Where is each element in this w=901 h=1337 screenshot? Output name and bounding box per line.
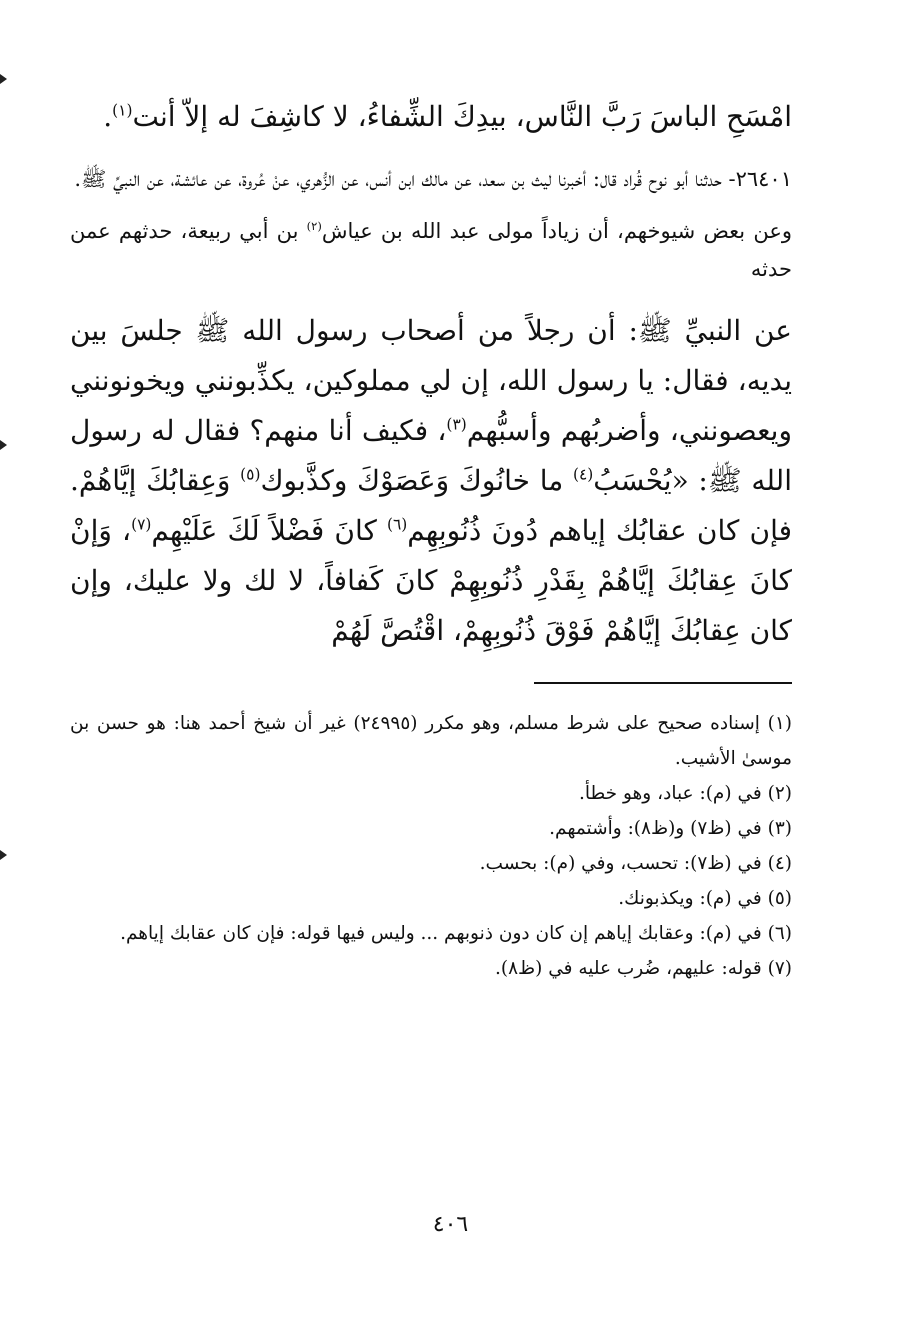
footnote-1: (١) إسناده صحيح على شرط مسلم، وهو مكرر (٢٤٩٩٥) غير أن شيخ أحمد هنا: هو حسن بن موسىٰ الأشيب. — [70, 713, 792, 769]
text-span: كانَ فَضْلاً لَكَ عَلَيْهِم — [151, 514, 387, 547]
isnad-paragraph-2 — [70, 212, 792, 288]
isnad-paragraph — [70, 160, 792, 198]
footnote-ref: (٤) — [572, 465, 594, 484]
text-span: ٢٦٤٠١- حدثنا أبو نوح قُراد قال: أخبرنا ليث بن سعد، عن مالك ابن أنس، عن الزُّهري، عنْ عُروة، عن عائشة، عن النبيِّ ﷺ. — [74, 167, 792, 191]
text-span: امْسَحِ الباسَ رَبَّ النَّاس، بيدِكَ الشِّفاءُ، لا كاشِفَ له إلاّ أنت — [132, 100, 792, 133]
footnote-ref: (٦) — [386, 515, 408, 534]
hadith-text-top — [70, 92, 792, 142]
footnote-4: (٤) في (ظ٧): تحسب، وفي (م): بحسب. — [479, 853, 792, 874]
footnote-5: (٥) في (م): ويكذبونك. — [618, 888, 792, 909]
text-span: عن النبيِّ ﷺ: أن رجلاً من أصحاب رسول الله ﷺ جلسَ بين يديه، فقال: يا رسول الله، إن لي مملوكين، يكذِّبونني ويخونونني ويعصونني، وأضربُهم وأسبُّهم — [70, 314, 792, 447]
hadith-text-main — [70, 306, 792, 656]
text-span: بن أبي ربيعة، حدثهم عمن حدثه — [70, 219, 792, 281]
footnote-ref: (٣) — [446, 415, 467, 434]
text-span: ما خانُوكَ وَعَصَوْكَ وكذَّبوك — [260, 464, 573, 497]
footnote-2: (٢) في (م): عباد، وهو خطأ. — [578, 783, 792, 804]
footnote-ref: (٧) — [131, 515, 152, 534]
page-body — [70, 92, 792, 986]
text-span: وعن بعض شيوخهم، أن زياداً مولى عبد الله بن عياش — [321, 219, 792, 243]
text-span: وَعِقابُكَ إيَّاهُمْ. فإن كان عقابُك إياهم دُونَ ذُنُوبِهِم — [70, 464, 792, 547]
footnotes — [70, 706, 792, 986]
footnote-separator — [534, 682, 792, 684]
footnote-ref: (١) — [112, 101, 133, 120]
margin-mark — [0, 850, 7, 860]
text-span: . — [103, 100, 113, 133]
text-span: ، فكيف أنا منهم؟ فقال له رسول الله ﷺ: «يُحْسَبُ — [70, 414, 792, 497]
footnote-ref: (٥) — [240, 465, 261, 484]
footnote-7: (٧) قوله: عليهم، ضُرب عليه في (ظ٨). — [494, 958, 792, 979]
text-span: ، وَإنْ كانَ عِقابُكَ إيَّاهُمْ بِقَدْرِ ذُنُوبِهِمْ كانَ كَفافاً، لا لك ولا عليك، وإن كان عِقابُكَ إيَّاهُمْ فَوْقَ ذُنُوبِهِمْ، اقْتُصَّ لَهُمْ — [70, 514, 792, 647]
margin-mark — [0, 74, 7, 84]
footnote-6: (٦) في (م): وعقابك إياهم إن كان دون ذنوبهم ... وليس فيها قوله: فإن كان عقابك إياهم. — [120, 923, 792, 944]
page-number: ٤٠٦ — [432, 1212, 469, 1237]
footnote-ref: (٢) — [306, 219, 322, 233]
footnote-3: (٣) في (ظ٧) و(ظ٨): وأشتمهم. — [549, 818, 792, 839]
margin-mark — [0, 440, 7, 450]
